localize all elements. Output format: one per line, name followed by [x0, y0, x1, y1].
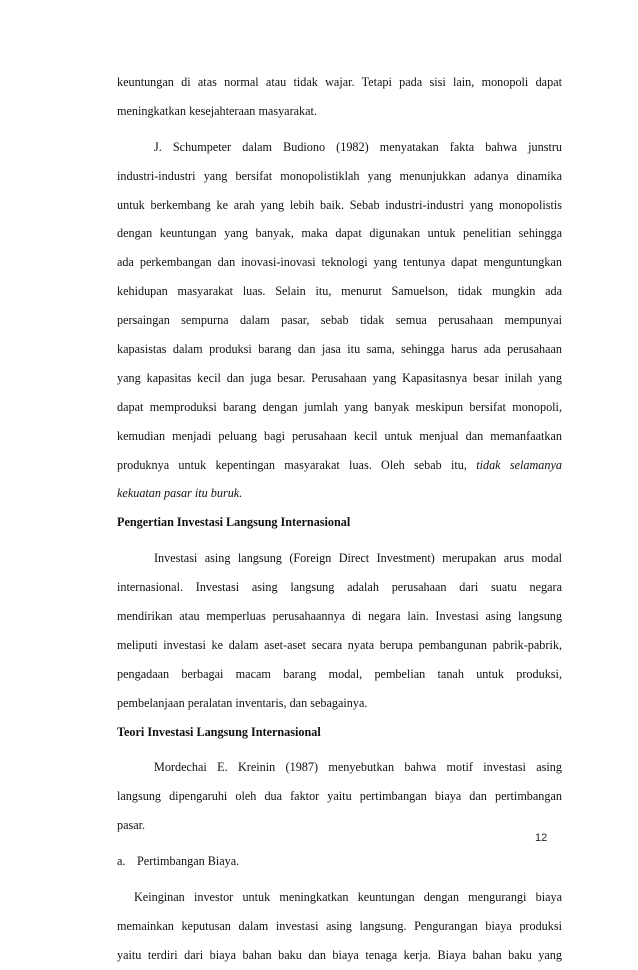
paragraph-5 — [117, 883, 562, 970]
list-item-text: Pertimbangan Biaya. — [137, 854, 240, 869]
text-line: internasional. Investasi asing langsung adalah perusahaan dari suatu negara — [117, 580, 562, 595]
italic-text-line: kekuatan pasar itu buruk. — [117, 486, 243, 501]
text-line: meningkatkan kesejahteraan masyarakat. — [117, 103, 317, 118]
paragraph-2 — [117, 133, 562, 509]
paragraph-3 — [117, 544, 562, 717]
text-line: langsung dipengaruhi oleh dua faktor yaitu pertimbangan biaya dan pertimbangan — [117, 789, 562, 804]
list-item — [117, 847, 562, 876]
text-line: kemudian menjadi peluang bagi perusahaan kecil untuk menjual dan memanfaatkan — [117, 428, 562, 443]
text-line: industri-industri yang bersifat monopolistiklah yang menunjukkan adanya dinamika — [117, 168, 562, 183]
text-line: ada perkembangan dan inovasi-inovasi teknologi yang tentunya dapat menguntungkan — [117, 255, 562, 270]
section-heading: Pengertian Investasi Langsung Internasional — [117, 515, 351, 530]
text-line: meliputi investasi ke dalam aset-aset secara nyata berupa pembangunan pabrik-pabrik, — [117, 637, 562, 652]
text-line: persaingan sempurna dalam pasar, sebab tidak semua perusahaan mempunyai — [117, 313, 562, 328]
paragraph-4 — [117, 753, 562, 840]
text-line: J. Schumpeter dalam Budiono (1982) menyatakan fakta bahwa junstru — [154, 139, 562, 154]
section-heading: Teori Investasi Langsung Internasional — [117, 724, 321, 739]
text-line: yaitu terdiri dari biaya bahan baku dan biaya tenaga kerja. Biaya bahan baku yang — [117, 947, 562, 962]
text-line: memainkan keputusan dalam investasi asing langsung. Pengurangan biaya produksi — [117, 918, 562, 933]
text-line: dengan keuntungan yang banyak, maka dapat digunakan untuk penelitian sehingga — [117, 226, 562, 241]
text-run: produknya untuk kepentingan masyarakat luas. Oleh sebab itu, — [117, 457, 477, 472]
text-line: dapat memproduksi barang dengan jumlah yang banyak meskipun bersifat monopoli, — [117, 399, 562, 414]
text-line: pengadaan berbagai macam barang modal, pembelian tanah untuk produksi, — [117, 666, 562, 681]
italic-text-run: tidak selamanya — [476, 457, 562, 472]
text-line — [117, 451, 562, 480]
page-body — [117, 68, 562, 970]
text-line: Keinginan investor untuk meningkatkan keuntungan dengan mengurangi biaya — [134, 890, 562, 905]
text-line: keuntungan di atas normal atau tidak wajar. Tetapi pada sisi lain, monopoli dapat — [117, 75, 562, 89]
text-line: mendirikan atau memperluas perusahaannya di negara lain. Investasi asing langsung — [117, 609, 562, 624]
page-number: 12 — [535, 832, 548, 844]
text-line: untuk berkembang ke arah yang lebih baik. Sebab industri-industri yang monopolistis — [117, 197, 562, 212]
text-line: kehidupan masyarakat luas. Selain itu, menurut Samuelson, tidak mungkin ada — [117, 284, 562, 299]
text-line: Mordechai E. Kreinin (1987) menyebutkan bahwa motif investasi asing — [154, 760, 562, 775]
text-line: pasar. — [117, 818, 146, 833]
text-line: Investasi asing langsung (Foreign Direct Investment) merupakan arus modal — [154, 551, 562, 566]
text-line: kapasistas dalam produksi barang dan jasa itu sama, sehingga harus ada perusahaan — [117, 342, 562, 357]
paragraph-1 — [117, 68, 562, 126]
text-line: pembelanjaan peralatan inventaris, dan sebagainya. — [117, 695, 368, 710]
text-line: yang kapasitas kecil dan juga besar. Perusahaan yang Kapasitasnya besar inilah yang — [117, 370, 562, 385]
list-marker: a. — [117, 854, 126, 869]
